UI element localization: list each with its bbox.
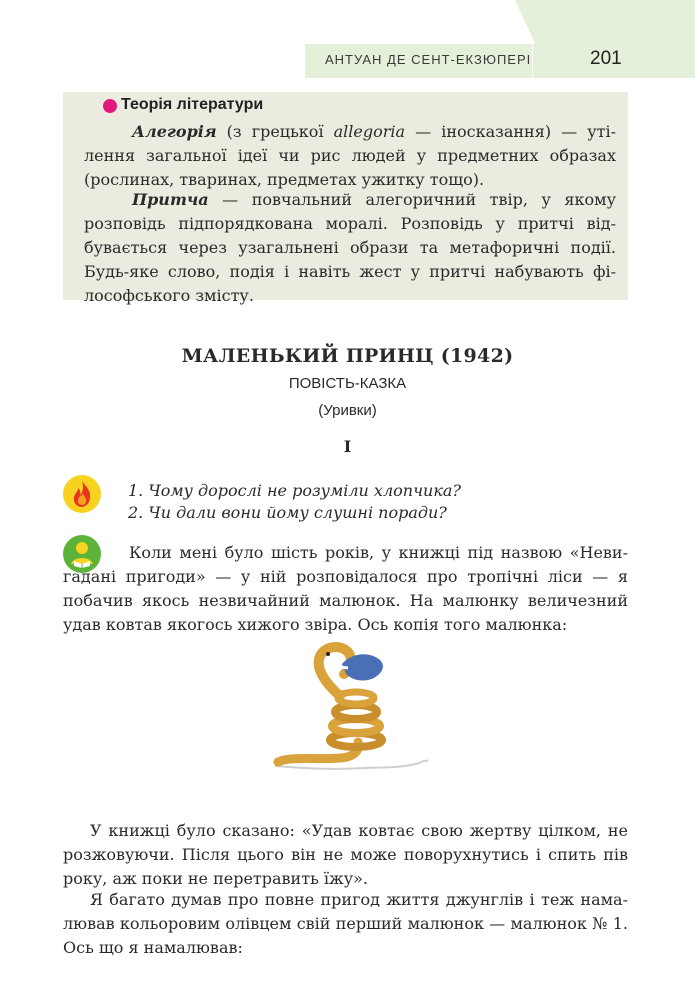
theory-title: Теорія літератури <box>121 96 264 113</box>
chapter-number: I <box>343 437 352 456</box>
page-number: 201 <box>590 48 622 69</box>
paragraph-3: Я багато думав про повне пригод життя джунглів і теж намалював кольоровим олівцем свій перший малюнок — малюнок № 1. Ось що я намалював: <box>63 890 628 957</box>
question-2: 2. Чи дали вони йому слушні поради? <box>128 503 447 522</box>
parable-definition: Притча — повчальний алегоричний твір, у якому розповідь підпорядкована моралі. Розповідь у притчі відбувається через узагальнені образи та метафоричні події. Будь-яке слово, подія і навіть жест у притчі набувають філософського змісту. <box>84 190 616 305</box>
allegory-definition: Алегорія (з грецької allegoria — іносказання) — утілення загальної ідеї чи рис людей у предметних образах (рослинах, тваринах, предметах ужитку тощо). <box>84 122 616 189</box>
allegory-foreign-word: allegoria <box>333 122 406 141</box>
parable-term: Притча <box>132 190 209 209</box>
question-1: 1. Чому дорослі не розуміли хлопчика? <box>128 481 461 500</box>
excerpt-note: (Уривки) <box>318 402 377 419</box>
running-head: АНТУАН ДЕ СЕНТ-ЕКЗЮПЕРІ <box>325 52 532 67</box>
boa-swallowing-beast-illustration <box>270 638 435 778</box>
questions-list <box>128 480 608 524</box>
fire-icon <box>62 474 102 514</box>
paragraph-1: Коли мені було шість років, у книжці під назвою «Невигадані пригоди» — у ній розповідалося про тропічні ліси — я побачив якось незвичайний малюнок. На малюнку величезний удав ковтав якогось хижого звіра. Ось копія того малюнка: <box>63 543 628 634</box>
pink-dot-icon <box>103 99 117 113</box>
paragraph-2: У книжці було сказано: «Удав ковтає свою жертву цілком, не розжовуючи. Після цього він не може поворухнутись і спить пів року, аж поки не перетравить їжу». <box>63 821 628 888</box>
allegory-term: Алегорія <box>132 122 217 141</box>
work-title: МАЛЕНЬКИЙ ПРИНЦ (1942) <box>181 345 514 367</box>
work-genre: ПОВІСТЬ-КАЗКА <box>288 375 407 392</box>
